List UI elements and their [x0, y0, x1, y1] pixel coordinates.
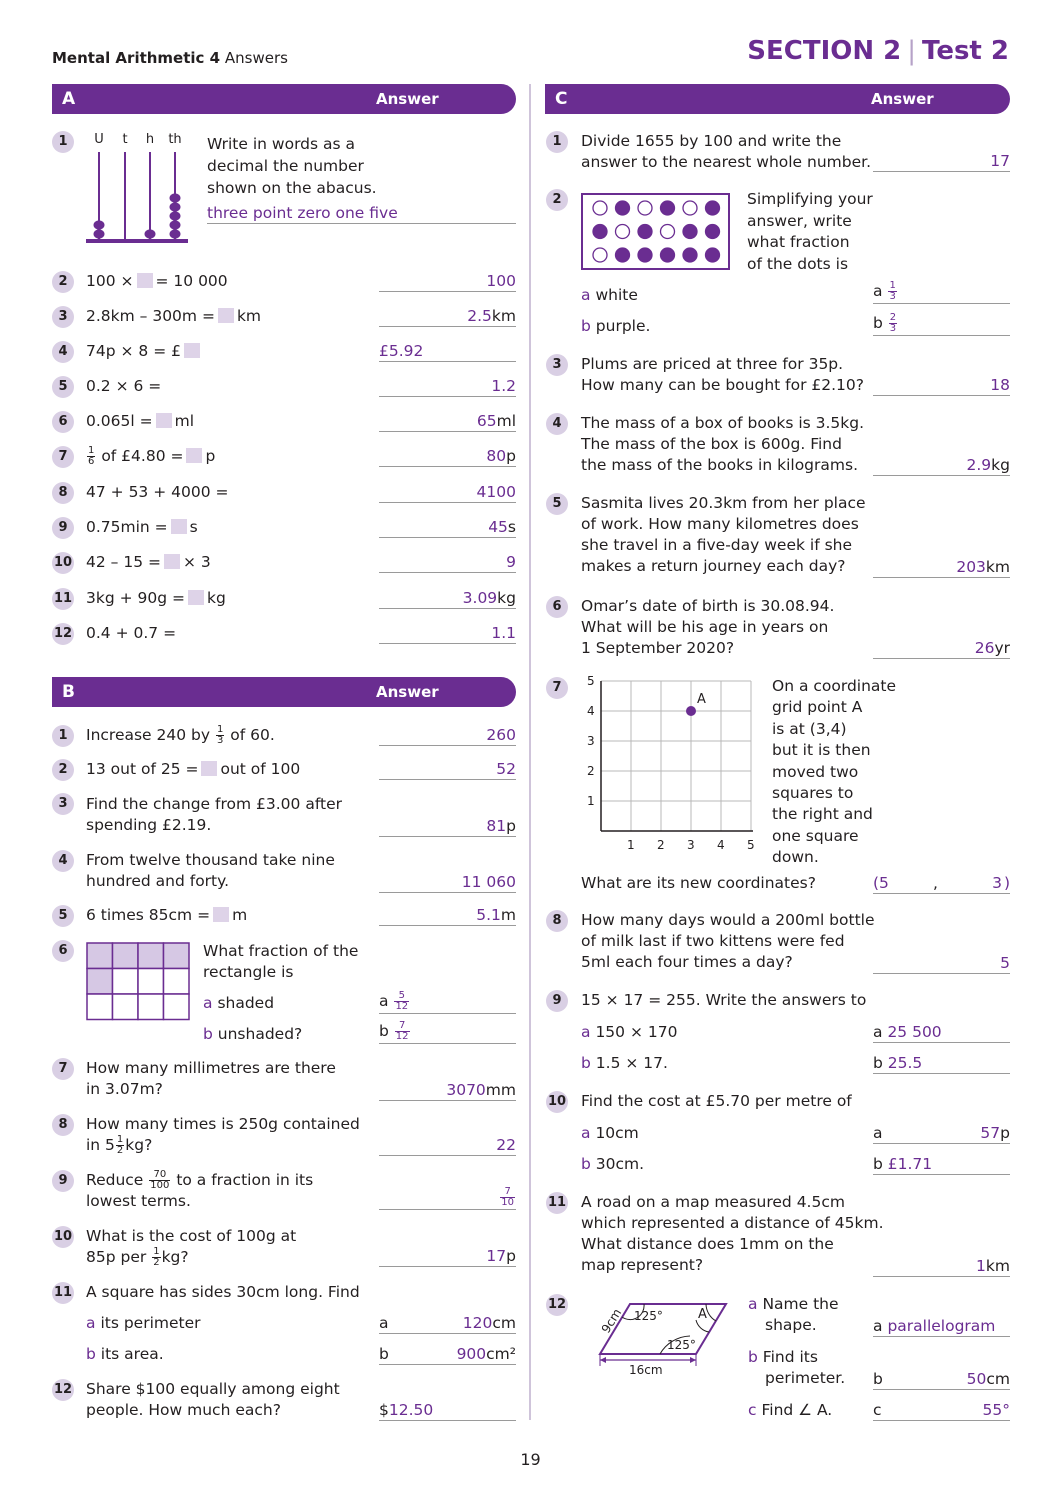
question-text: Find the cost at £5.70 per metre of — [581, 1092, 852, 1110]
answer-line: a 57p — [873, 1124, 1010, 1142]
purple-dot — [616, 201, 630, 215]
question-number: 10 — [52, 552, 74, 574]
answer-line: a parallelogram — [873, 1315, 1010, 1337]
x-tick-label: 2 — [657, 838, 665, 852]
question-number: 5 — [52, 905, 74, 927]
white-dot — [593, 248, 607, 262]
answer-line: b 900cm² — [379, 1345, 516, 1363]
column-divider — [529, 84, 531, 1420]
unshaded-cell — [113, 994, 139, 1020]
answer-line: 260 — [379, 724, 516, 746]
answer-line: 22 — [379, 1134, 516, 1156]
question-number: 3 — [52, 793, 74, 815]
question-number: 11 — [52, 1282, 74, 1304]
angle-a-label: A — [698, 1307, 707, 1322]
purple-dot — [593, 225, 607, 239]
unshaded-cell — [138, 994, 164, 1020]
abacus-bead — [170, 229, 181, 238]
white-dot — [638, 201, 652, 215]
part-b-text: b purple. — [581, 317, 651, 335]
purple-dot — [616, 248, 630, 262]
side-length-label: 9cm — [598, 1306, 625, 1336]
answer-line: 1.2 — [379, 375, 516, 397]
purple-dot — [683, 225, 697, 239]
question-number: 7 — [52, 446, 74, 468]
question-text: 0.4 + 0.7 = — [86, 624, 177, 642]
question-number: 4 — [52, 341, 74, 363]
base-length-label: 16cm — [629, 1363, 663, 1377]
abacus-bead — [170, 202, 181, 211]
blank-box — [218, 308, 234, 323]
white-dot — [683, 201, 697, 215]
question-text: What fraction of the rectangle is — [203, 942, 359, 981]
question-number: 9 — [52, 1170, 74, 1192]
shaded-cell — [164, 943, 190, 969]
question-text: From twelve thousand take nine hundred and forty. — [86, 851, 335, 890]
question-number: 11 — [546, 1192, 568, 1214]
answer-line: 5.1m — [379, 904, 516, 926]
blank-box — [186, 448, 202, 463]
answer-line: b $\frac{2}{3}$ — [873, 312, 1010, 336]
blank-box — [201, 761, 217, 776]
answer-line: c 55° — [873, 1401, 1010, 1419]
question-text: 0.75min = s — [86, 518, 198, 536]
question-number: 4 — [52, 850, 74, 872]
question-number: 1 — [52, 131, 74, 153]
point-a-label: A — [697, 692, 706, 707]
shaded-cell — [87, 969, 113, 995]
answer-line: a 120cm — [379, 1314, 516, 1332]
answer-line: a 25 500 — [873, 1021, 1010, 1043]
answer-line: 2.9kg — [873, 454, 1010, 476]
question-text: A square has sides 30cm long. Find — [86, 1283, 360, 1301]
unshaded-cell — [164, 994, 190, 1020]
question-text: Sasmita lives 20.3km from her place of work. How many kilometres does she travel in a five-day week if she makes a return journey each day? — [581, 494, 866, 575]
part-a-text: a its perimeter — [86, 1314, 201, 1332]
question-number: 6 — [52, 940, 74, 962]
angle-label: 125° — [667, 1338, 696, 1352]
unshaded-cell — [164, 969, 190, 995]
answer-line: a $\frac{1}{3}$ — [873, 280, 1010, 304]
answer-line: 203km — [873, 556, 1010, 578]
question-number: 7 — [52, 1058, 74, 1080]
section-test-heading: SECTION 2 | Test 2 — [747, 36, 1009, 66]
question-text: Simplifying your answer, write what fraction of the dots is — [747, 190, 873, 273]
blank-box — [188, 590, 204, 605]
blank-box — [171, 519, 187, 534]
answer-line: 3070mm — [379, 1079, 516, 1101]
blank-box — [184, 343, 200, 358]
part-b-text: b 30cm. — [581, 1155, 645, 1173]
answer-line: 9 — [379, 551, 516, 573]
part-a-text: a 150 × 170 — [581, 1023, 678, 1041]
white-dot — [616, 225, 630, 239]
fraction-rectangle-diagram — [86, 942, 190, 1022]
section-c-header: C Answer — [545, 84, 1010, 114]
question-text: What is the cost of 100g at 85p per $\frac{1}{2}$ kg? — [86, 1227, 297, 1268]
answer-line: 11 060 — [379, 871, 516, 893]
question-text: $\frac{1}{6}$ of £4.80 = p — [88, 445, 216, 467]
question-number: 5 — [52, 376, 74, 398]
purple-dot — [706, 201, 720, 215]
blank-box — [213, 907, 229, 922]
question-number: 2 — [52, 759, 74, 781]
answer-line: a $\frac{5}{12}$ — [379, 990, 516, 1014]
answer-line: 80p — [379, 445, 516, 467]
question-number: 12 — [52, 623, 74, 645]
answer-line: b £1.71 — [873, 1153, 1010, 1175]
question-text: 3kg + 90g = kg — [86, 589, 226, 607]
purple-dot — [706, 225, 720, 239]
abacus-bead — [170, 193, 181, 202]
purple-dot — [683, 248, 697, 262]
question-text: The mass of a box of books is 3.5kg. The mass of the box is 600g. Find the mass of the books in kilograms. — [581, 414, 865, 474]
abacus-column-label: U — [94, 132, 104, 147]
answer-line: £5.92 — [379, 340, 516, 362]
purple-dot — [661, 248, 675, 262]
coordinate-answer: ( 5 , 3 ) — [873, 874, 1010, 892]
answer-line: b 25.5 — [873, 1052, 1010, 1074]
answer-line: 65ml — [379, 410, 516, 432]
question-number: 2 — [52, 271, 74, 293]
abacus-bead — [145, 229, 156, 238]
abacus-bead — [94, 220, 105, 229]
question-text: 13 out of 25 = out of 100 — [86, 760, 301, 778]
question-number: 11 — [52, 588, 74, 610]
question-number: 2 — [546, 189, 568, 211]
abacus-bead — [94, 229, 105, 238]
unshaded-cell — [113, 969, 139, 995]
question-text: 0.065l = ml — [86, 412, 195, 430]
question-text: 100 × = 10 000 — [86, 272, 228, 290]
angle-label: 125° — [634, 1309, 663, 1323]
question-text: How many days would a 200ml bottle of milk last if two kittens were fed 5ml each four times a day? — [581, 911, 875, 971]
answer-line: 2.5km — [379, 305, 516, 327]
parallelogram-diagram — [590, 1296, 735, 1378]
blank-box — [156, 413, 172, 428]
white-dot — [593, 201, 607, 215]
question-text: What are its new coordinates? — [581, 874, 816, 892]
unshaded-cell — [87, 994, 113, 1020]
part-b-text: b its area. — [86, 1345, 164, 1363]
answer-line: $12.50 — [379, 1399, 516, 1421]
question-text: 2.8km – 300m = km — [86, 307, 262, 325]
part-b-text: b 1.5 × 17. — [581, 1054, 668, 1072]
question-text: How many millimetres are there in 3.07m? — [86, 1059, 336, 1098]
answer-line: 4100 — [379, 481, 516, 503]
part-a-text: a 10cm — [581, 1124, 639, 1142]
answer-line: 52 — [379, 758, 516, 780]
unshaded-cell — [138, 969, 164, 995]
answer-line: 1km — [873, 1255, 1010, 1277]
abacus-bead — [170, 220, 181, 229]
abacus-column-label: h — [145, 132, 155, 147]
shaded-cell — [138, 943, 164, 969]
section-a-header: A Answer — [52, 84, 516, 114]
answer-line: 17 — [873, 150, 1010, 172]
part-c-text: c Find ∠ A. — [748, 1401, 833, 1419]
question-number: 6 — [546, 596, 568, 618]
section-b-header: B Answer — [52, 677, 516, 707]
question-text: Plums are priced at three for 35p. How many can be bought for £2.10? — [581, 355, 864, 394]
answer-line: 17p — [379, 1245, 516, 1267]
question-number: 10 — [546, 1091, 568, 1113]
question-number: 1 — [546, 131, 568, 153]
question-number: 8 — [52, 482, 74, 504]
abacus-diagram — [82, 126, 192, 248]
answer-line: 3.09kg — [379, 587, 516, 609]
part-a-text: a Name the shape. — [748, 1295, 839, 1334]
answer-line: 26yr — [873, 637, 1010, 659]
page-header-title: Mental Arithmetic 4 Answers — [52, 49, 288, 67]
question-number: 12 — [52, 1379, 74, 1401]
question-text: 0.2 × 6 = — [86, 377, 162, 395]
answer-line: 1.1 — [379, 622, 516, 644]
abacus-column-label: t — [122, 132, 128, 147]
question-text: Write in words as a decimal the number shown on the abacus. — [207, 135, 377, 197]
point-a — [686, 706, 696, 716]
answer-line: 18 — [873, 374, 1010, 396]
answer-line: 81p — [379, 815, 516, 837]
y-tick-label: 1 — [587, 794, 595, 808]
question-text: 47 + 53 + 4000 = — [86, 483, 229, 501]
purple-dot — [661, 201, 675, 215]
question-text: A road on a map measured 4.5cm which represented a distance of 45km. What distance does 1mm on the map represent? — [581, 1193, 884, 1274]
question-text: Find the change from £3.00 after spending £2.19. — [86, 795, 342, 834]
abacus-column-label: th — [168, 132, 182, 147]
question-number: 5 — [546, 493, 568, 515]
answer-line: $\frac{7}{10}$ — [379, 1188, 516, 1210]
purple-dot — [706, 248, 720, 262]
dots-diagram — [581, 193, 731, 271]
question-number: 3 — [52, 306, 74, 328]
question-text: 42 – 15 = × 3 — [86, 553, 211, 571]
y-tick-label: 3 — [587, 734, 595, 748]
question-text: On a coordinate grid point A is at (3,4) but it is then moved two squares to the right and one square down. — [772, 677, 897, 867]
question-number: 12 — [546, 1294, 568, 1316]
question-number: 9 — [546, 990, 568, 1012]
purple-dot — [638, 248, 652, 262]
shaded-cell — [113, 943, 139, 969]
question-text: 74p × 8 = £ — [86, 341, 203, 362]
part-a-text: a white — [581, 286, 638, 304]
purple-dot — [638, 225, 652, 239]
answer-line: b $\frac{7}{12}$ — [379, 1020, 516, 1044]
page-number: 19 — [520, 1450, 541, 1469]
question-number: 7 — [546, 677, 568, 699]
question-text: Divide 1655 by 100 and write the answer to the nearest whole number. — [581, 132, 872, 171]
y-tick-label: 5 — [587, 674, 595, 688]
question-text: Share $100 equally among eight people. How much each? — [86, 1380, 340, 1419]
x-tick-label: 4 — [717, 838, 725, 852]
question-text: Increase 240 by $\frac{1}{3}$ of 60. — [86, 724, 275, 746]
part-a-text: a shaded — [203, 994, 275, 1012]
coordinate-grid — [582, 673, 762, 855]
question-text: Omar’s date of birth is 30.08.94. What will be his age in years on 1 September 2020? — [581, 597, 835, 657]
blank-box — [137, 273, 153, 288]
question-number: 9 — [52, 517, 74, 539]
x-tick-label: 5 — [747, 838, 755, 852]
question-number: 4 — [546, 413, 568, 435]
answer-line: 45s — [379, 516, 516, 538]
part-b-text: b Find its perimeter. — [748, 1348, 846, 1387]
shaded-cell — [87, 943, 113, 969]
question-number: 8 — [546, 910, 568, 932]
question-number: 1 — [52, 725, 74, 747]
x-tick-label: 1 — [627, 838, 635, 852]
question-text: 6 times 85cm = m — [86, 906, 248, 924]
answer-line: 5 — [873, 952, 1010, 974]
answer-line: 100 — [379, 270, 516, 292]
y-tick-label: 4 — [587, 704, 595, 718]
question-number: 6 — [52, 411, 74, 433]
question-number: 3 — [546, 354, 568, 376]
question-text: 15 × 17 = 255. Write the answers to — [581, 991, 867, 1009]
answer-line: b 50cm — [873, 1370, 1010, 1388]
white-dot — [661, 225, 675, 239]
x-tick-label: 3 — [687, 838, 695, 852]
abacus-bead — [170, 211, 181, 220]
question-number: 8 — [52, 1114, 74, 1136]
question-text: How many times is 250g contained in 5 $\frac{1}{2}$ kg? — [86, 1115, 360, 1156]
question-number: 10 — [52, 1226, 74, 1248]
answer-line: three point zero one five — [207, 202, 516, 224]
blank-box — [164, 554, 180, 569]
question-text: Reduce $\frac{70}{100}$ to a fraction in its lowest terms. — [86, 1169, 314, 1210]
part-b-text: b unshaded? — [203, 1025, 303, 1043]
y-tick-label: 2 — [587, 764, 595, 778]
